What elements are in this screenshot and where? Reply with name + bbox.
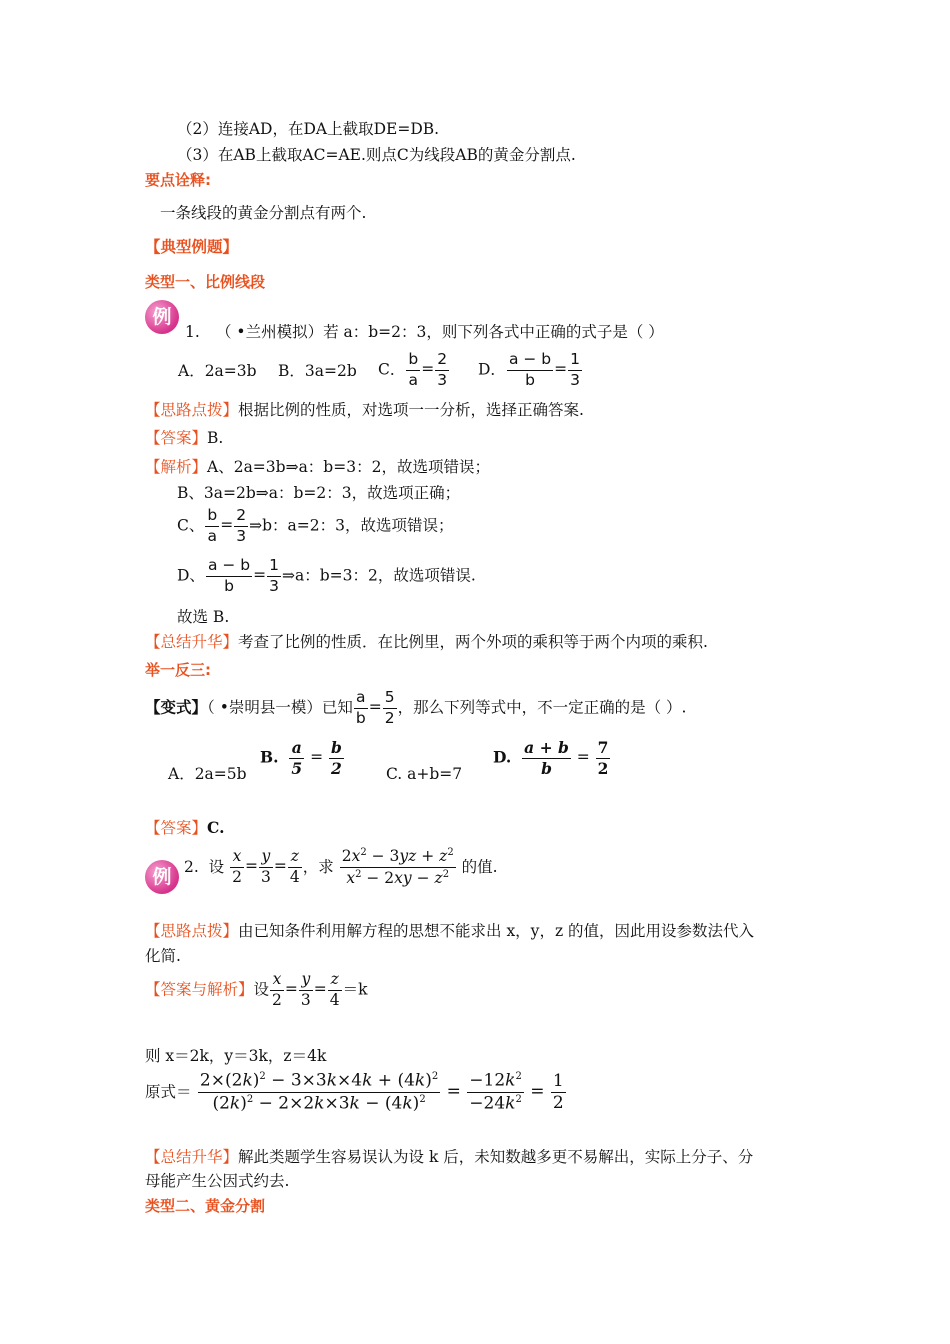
ex2-solution-tag: 【答案与解析】 xyxy=(145,980,254,999)
ex1-choose: 故选 B. xyxy=(177,608,230,626)
ex1-hint-tag: 【思路点拨】 xyxy=(145,401,239,419)
ex1-summary xyxy=(145,633,708,652)
ex2-stem-pre: 设 xyxy=(208,857,225,876)
step-3-text: （3）在AB上截取AC=AE.则点C为线段AB的黄金分割点. xyxy=(177,146,576,164)
fraction-x-over-2: $\frac{x}{2}$ xyxy=(232,847,242,886)
ex2-solution-eq-k: ＝k xyxy=(342,980,368,999)
fraction-2-over-3: $\frac{2}{3}$ xyxy=(236,506,247,545)
variant-stem: 【变式】（ •崇明县一模）已知 $\frac{a}{b}$ = $\frac{5}{2}$ ，那么下列等式中，不一定正确的是（ ）. xyxy=(145,688,687,727)
ex2-hint-tag: 【思路点拨】 xyxy=(145,922,239,940)
ex1-analysis-d-suffix: ⇒a：b=3：2，故选项错误. xyxy=(282,566,476,585)
ex2-hint-line1 xyxy=(145,922,754,941)
ex1-hint-text: 根据比例的性质，对选项一一分析，选择正确答案. xyxy=(238,401,584,419)
ex1-option-a: A．2a=3b xyxy=(178,362,257,380)
ex1-hint xyxy=(145,401,584,420)
fraction-a-minus-b-over-b: $\frac{a - b}{b}$ xyxy=(207,556,251,595)
practice-heading: 举一反三: xyxy=(145,661,211,679)
fraction-y-over-3: $\frac{y}{3}$ xyxy=(260,847,271,886)
variant-stem-post: ，那么下列等式中，不一定正确的是（ ）. xyxy=(397,698,687,717)
fraction-y-over-3: $\frac{y}{3}$ xyxy=(300,970,311,1009)
ex2-solution-set: 【答案与解析】设 $\frac{x}{2}$ = $\frac{y}{3}$ = $\frac{z}{4}$ ＝k xyxy=(145,970,368,1009)
fraction-a-plus-b-over-b: $\frac{a + b}{b}$ xyxy=(524,738,569,778)
variant-option-a: A．2a=5b xyxy=(168,765,247,783)
fraction-1-over-3: $\frac{1}{3}$ xyxy=(570,350,580,389)
fraction-z-over-4: $\frac{z}{4}$ xyxy=(329,970,340,1009)
ex1-analysis-tag: 【解析】 xyxy=(145,458,208,476)
ex1-analysis-d-prefix: D、 xyxy=(177,566,205,585)
variant-option-b: B. $\frac{a}{5}$ = $\frac{b}{2}$ xyxy=(260,738,342,778)
ex2-stem-mid: ，求 xyxy=(302,857,334,876)
example-icon: 例 xyxy=(145,860,179,894)
ex1-analysis-c-prefix: C、 xyxy=(177,516,205,535)
variant-answer xyxy=(145,819,224,838)
variant-option-b-label: B. xyxy=(260,747,279,767)
ex1-stem: （ •兰州模拟）若 a：b=2：3，则下列各式中正确的式子是（ ） xyxy=(216,323,664,341)
type1-heading: 类型一、比例线段 xyxy=(145,273,266,291)
ex2-summary-text: 解此类题学生容易误认为设 k 后，未知数越多更不易解出，实际上分子、分 xyxy=(238,1148,754,1166)
ex1-answer-text: B. xyxy=(207,429,224,447)
fraction-1-over-2: $\frac{1}{2}$ xyxy=(552,1070,564,1113)
variant-option-d: D. $\frac{a + b}{b}$ = $\frac{7}{2}$ xyxy=(493,738,609,778)
ex1-option-c-label: C． xyxy=(378,360,406,379)
ex2-original-expression: 原式＝ $\frac{2\times(2k)^2 - 3\times 3k\times 4k + (4k)^2}{(2k)^2 - 2\times 2k\times 3k - (4k)^2}$ = $\frac{-12k^2}{-24k^2}$ = $\frac{1}{2}$ xyxy=(145,1070,564,1114)
fraction-simplified: $\frac{-12k^2}{-24k^2}$ xyxy=(469,1070,522,1114)
step-2-text: （2）连接AD，在DA上截取DE=DB. xyxy=(177,120,440,138)
fraction-b-over-2: $\frac{b}{2}$ xyxy=(331,738,342,778)
ex1-option-d-label: D． xyxy=(478,360,506,379)
ex1-option-c: C． $\frac{b}{a}$ = $\frac{2}{3}$ xyxy=(378,350,448,389)
ex2-summary-tag: 【总结升华】 xyxy=(145,1148,239,1166)
fraction-x-over-2: $\frac{x}{2}$ xyxy=(272,970,282,1009)
ex1-option-d: D． $\frac{a - b}{b}$ = $\frac{1}{3}$ xyxy=(478,350,580,389)
ex1-number: 1. xyxy=(185,323,200,341)
fraction-1-over-3: $\frac{1}{3}$ xyxy=(269,556,279,595)
variant-answer-text: C. xyxy=(207,818,225,837)
ex1-answer-tag: 【答案】 xyxy=(145,429,208,447)
ex1-analysis-b: B、3a=2b⇒a：b=2：3，故选项正确； xyxy=(177,484,461,502)
variant-option-d-label: D. xyxy=(493,747,512,767)
ex2-then: 则 x＝2k，y＝3k，z＝4k xyxy=(145,1047,327,1065)
fraction-2-over-3: $\frac{2}{3}$ xyxy=(437,350,448,389)
ex1-summary-text: 考查了比例的性质．在比例里，两个外项的乘积等于两个内项的乘积. xyxy=(238,633,708,651)
fraction-a-over-b: $\frac{a}{b}$ xyxy=(355,688,366,727)
fraction-b-over-a: $\frac{b}{a}$ xyxy=(207,506,218,545)
ex2-summary-line2: 母能产生公因式约去. xyxy=(145,1172,290,1190)
variant-answer-tag: 【答案】 xyxy=(145,819,208,837)
ex1-analysis-d: D、 $\frac{a - b}{b}$ = $\frac{1}{3}$ ⇒a：b=3：2，故选项错误. xyxy=(177,556,476,595)
ex2-stem: 2. 设 $\frac{x}{2}$ = $\frac{y}{3}$ = $\frac{z}{4}$ ，求 $\frac{2x^2 - 3yz + z^2}{x^2 - 2xy - z^2}$ 的值. xyxy=(184,847,498,887)
ex2-stem-post: 的值. xyxy=(461,857,498,876)
example-icon: 例 xyxy=(145,300,179,334)
ex2-solution-set-word: 设 xyxy=(253,980,270,999)
ex1-option-b: B．3a=2b xyxy=(278,362,357,380)
fraction-expression: $\frac{2x^2 - 3yz + z^2}{x^2 - 2xy - z^2}$ xyxy=(341,847,454,887)
ex1-analysis-c: C、 $\frac{b}{a}$ = $\frac{2}{3}$ ⇒b：a=2：3，故选项错误； xyxy=(177,506,454,545)
fraction-a-over-5: $\frac{a}{5}$ xyxy=(291,738,303,778)
fraction-7-over-2: $\frac{7}{2}$ xyxy=(597,738,609,778)
ex1-analysis-a xyxy=(145,458,490,477)
ex2-original-label: 原式＝ xyxy=(145,1082,192,1101)
variant-tag: 【变式】 xyxy=(145,698,208,717)
variant-option-c: C. a+b=7 xyxy=(386,765,463,783)
key-points-text: 一条线段的黄金分割点有两个. xyxy=(160,204,367,222)
fraction-5-over-2: $\frac{5}{2}$ xyxy=(384,688,395,727)
fraction-a-minus-b-over-b: $\frac{a - b}{b}$ xyxy=(508,350,552,389)
ex2-hint-line2: 化简. xyxy=(145,947,181,965)
ex1-summary-tag: 【总结升华】 xyxy=(145,633,239,651)
fraction-expanded: $\frac{2\times(2k)^2 - 3\times 3k\times 4k + (4k)^2}{(2k)^2 - 2\times 2k\times 3k - (4k)^2}$ xyxy=(199,1070,439,1114)
ex2-number: 2. xyxy=(184,857,199,876)
type2-heading: 类型二、黄金分割 xyxy=(145,1197,266,1215)
ex1-answer xyxy=(145,429,223,448)
ex1-analysis-c-suffix: ⇒b：a=2：3，故选项错误； xyxy=(249,516,454,535)
fraction-b-over-a: $\frac{b}{a}$ xyxy=(408,350,419,389)
ex2-summary-line1 xyxy=(145,1148,753,1167)
fraction-z-over-4: $\frac{z}{4}$ xyxy=(289,847,300,886)
ex2-hint-text: 由已知条件利用解方程的思想不能求出 x，y，z 的值，因此用设参数法代入 xyxy=(238,922,755,940)
variant-stem-pre: （ •崇明县一模）已知 xyxy=(207,698,353,717)
key-points-heading: 要点诠释: xyxy=(145,171,211,189)
ex1-analysis-a-text: A、2a=3b⇒a：b=3：2，故选项错误； xyxy=(207,458,490,476)
typical-examples-heading: 【典型例题】 xyxy=(145,238,239,256)
